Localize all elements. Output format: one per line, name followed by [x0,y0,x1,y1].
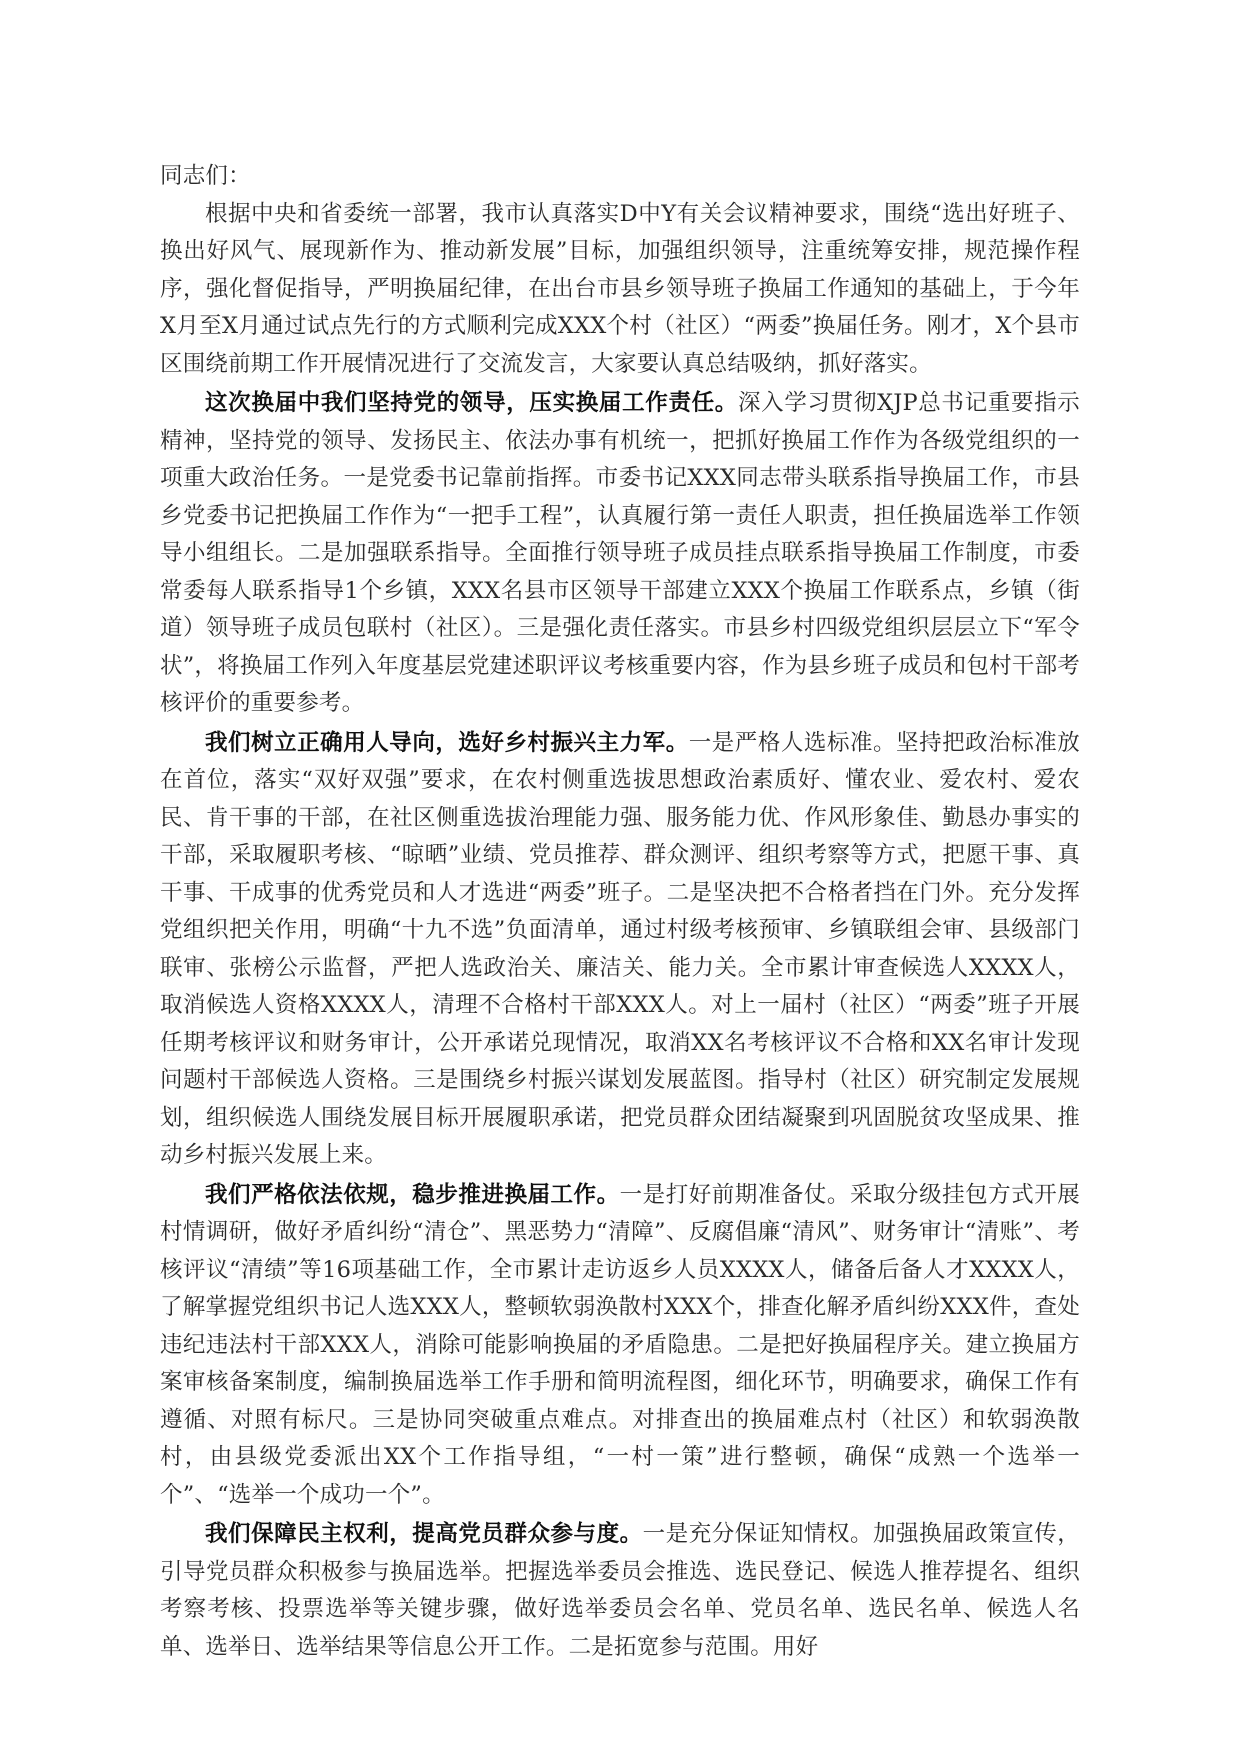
paragraph-text: 深入学习贯彻XJP总书记重要指示精神，坚持党的领导、发扬民主、依法办事有机统一，把抓好换届工作作为各级党组织的一项重大政治任务。一是党委书记靠前指挥。市委书记XXX同志带头联系指导换届工作，市县乡党委书记把换届工作作为“一把手工程”，认真履行第一责任人职责，担任换届选举工作领导小组组长。二是加强联系指导。全面推行领导班子成员挂点联系指导换届工作制度，市委常委每人联系指导1个乡镇，XXX名县市区领导干部建立XXX个换届工作联系点，乡镇（街道）领导班子成员包联村（社区）。三是强化责任落实。市县乡村四级党组织层层立下“军令状”，将换届工作列入年度基层党建述职评议考核重要内容，作为县乡班子成员和包村干部考核评价的重要参考。 [160,390,1080,716]
paragraph-lead: 我们严格依法依规，稳步推进换届工作。 [205,1181,620,1208]
paragraph-lead: 这次换届中我们坚持党的领导，压实换届工作责任。 [205,390,738,416]
greeting: 同志们： [160,163,251,189]
paragraph-intro [160,196,1080,384]
paragraph-procedure [160,1177,1080,1515]
paragraph-leadership [160,385,1080,723]
paragraph-text: 根据中央和省委统一部署，我市认真落实D中Y有关会议精神要求，围绕“选出好班子、换出好风气、展现新作为、推动新发展”目标，加强组织领导，注重统筹安排，规范操作程序，强化督促指导，严明换届纪律，在出台市县乡领导班子换届工作通知的基础上，于今年X月至X月通过试点先行的方式顺利完成XXX个村（社区）“两委”换届任务。刚才，X个县市区围绕前期工作开展情况进行了交流发言，大家要认真总结吸纳，抓好落实。 [160,200,1080,377]
paragraph-lead: 我们树立正确用人导向，选好乡村振兴主力军。 [205,729,689,756]
paragraph-text: 一是打好前期准备仗。采取分级挂包方式开展村情调研，做好矛盾纠纷“清仓”、黑恶势力“清障”、反腐倡廉“清风”、财务审计“清账”、考核评议“清绩”等16项基础工作，全市累计走访返乡人员XXXX人，储备后备人才XXXX人，了解掌握党组织书记人选XXX人，整顿软弱涣散村XXX个，排查化解矛盾纠纷XXX件，查处违纪违法村干部XXX人，消除可能影响换届的矛盾隐患。二是把好换届程序关。建立换届方案审核备案制度，编制换届选举工作手册和简明流程图，细化环节，明确要求，确保工作有遵循、对照有标尺。三是协同突破重点难点。对排查出的换届难点村（社区）和软弱涣散村，由县级党委派出XX个工作指导组，“一村一策”进行整顿，确保“成熟一个选举一个”、“选举一个成功一个”。 [160,1181,1080,1508]
paragraph-text: 一是严格人选标准。坚持把政治标准放在首位，落实“双好双强”要求，在农村侧重选拔思想政治素质好、懂农业、爱农村、爱农民、肯干事的干部，在社区侧重选拔治理能力强、服务能力优、作风形象佳、勤恳办事实的干部，采取履职考核、“晾晒”业绩、党员推荐、群众测评、组织考察等方式，把愿干事、真干事、干成事的优秀党员和人才选进“两委”班子。二是坚决把不合格者挡在门外。充分发挥党组织把关作用，明确“十九不选”负面清单，通过村级考核预审、乡镇联组会审、县级部门联审、张榜公示监督，严把人选政治关、廉洁关、能力关。全市累计审查候选人XXXX人，取消候选人资格XXXX人，清理不合格村干部XXX人。对上一届村（社区）“两委”班子开展任期考核评议和财务审计，公开承诺兑现情况，取消XX名考核评议不合格和XX名审计发现问题村干部候选人资格。三是围绕乡村振兴谋划发展蓝图。指导村（社区）研究制定发展规划，组织候选人围绕发展目标开展履职承诺，把党员群众团结凝聚到巩固脱贫攻坚成果、推动乡村振兴发展上来。 [160,729,1080,1168]
paragraph-text: 一是充分保证知情权。加强换届政策宣传，引导党员群众积极参与换届选举。把握选举委员会推选、选民登记、候选人推荐提名、组织考察考核、投票选举等关键步骤，做好选举委员会名单、党员名单、选民名单、候选人名单、选举日、选举结果等信息公开工作。二是拓宽参与范围。用好 [160,1521,1080,1660]
paragraph-lead: 我们保障民主权利，提高党员群众参与度。 [205,1521,643,1547]
paragraph-talent [160,725,1080,1175]
paragraph-democracy [160,1516,1080,1666]
